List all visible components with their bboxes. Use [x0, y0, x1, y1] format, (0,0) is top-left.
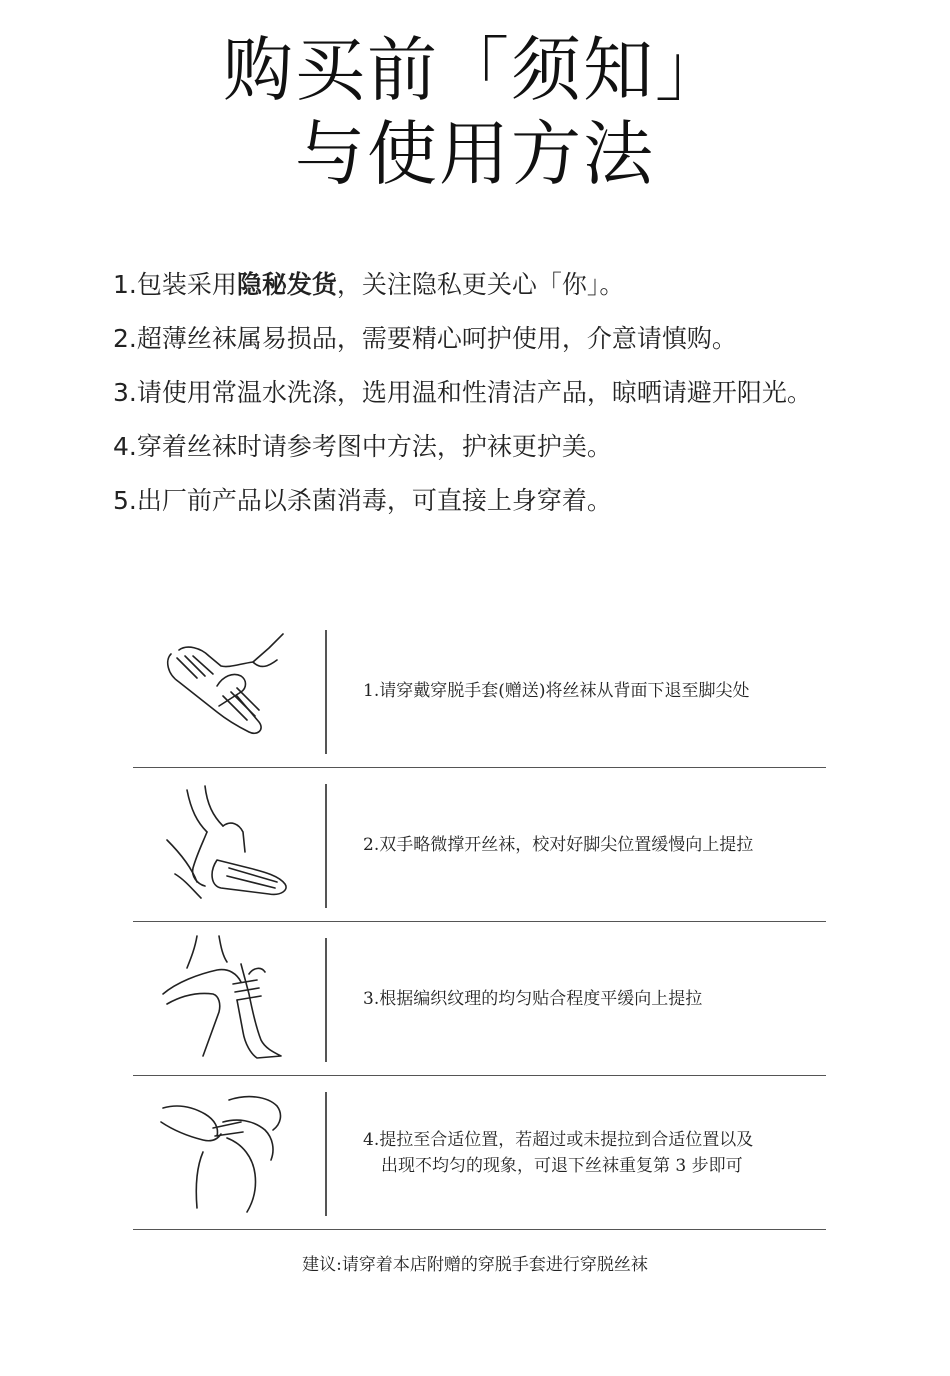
hands-fitting-toe-icon: [157, 780, 297, 908]
step-row: [133, 768, 826, 922]
step-text-line: 出现不均匀的现象，可退下丝袜重复第 3 步即可: [381, 1156, 743, 1176]
notice-item: 5.出厂前产品以杀菌消毒，可直接上身穿着。: [113, 486, 612, 515]
step-text-line: 3.根据编织纹理的均匀贴合程度平缓向上提拉: [363, 989, 703, 1009]
step-text-line: 2.双手略微撑开丝袜，校对好脚尖位置缓慢向上提拉: [363, 835, 754, 855]
notice-item: 4.穿着丝袜时请参考图中方法，护袜更护美。: [113, 432, 612, 461]
step-text: [363, 614, 816, 768]
page-title-line-1: 购买前「须知」: [223, 29, 727, 111]
step-text-line: 1.请穿戴穿脱手套(赠送)将丝袜从背面下退至脚尖处: [363, 681, 750, 701]
step-text: [363, 922, 816, 1076]
step-text-line: 4.提拉至合适位置，若超过或未提拉到合适位置以及: [363, 1130, 754, 1150]
step-row: [133, 614, 826, 768]
notice-item: 1.包装采用隐秘发货，关注隐私更关心「你」。: [113, 270, 625, 299]
step-row: [133, 1076, 826, 1230]
notice-list: [113, 258, 913, 528]
advice-text: 建议:请穿着本店附赠的穿脱手套进行穿脱丝袜: [302, 1255, 648, 1275]
divider-horizontal: [133, 1229, 826, 1231]
divider-vertical: [325, 784, 327, 908]
divider-vertical: [325, 938, 327, 1062]
divider-vertical: [325, 1092, 327, 1216]
notice-item: 2.超薄丝袜属易损品，需要精心呵护使用，介意请慎购。: [113, 324, 737, 353]
page-title-line-2: 与使用方法: [295, 113, 655, 195]
hands-rolling-stocking-icon: [157, 626, 297, 754]
step-row: [133, 922, 826, 1076]
notice-highlight: 隐秘发货: [236, 270, 337, 299]
divider-vertical: [325, 630, 327, 754]
step-text: [363, 1076, 816, 1230]
adjusting-knee-icon: [157, 1088, 297, 1216]
pulling-up-leg-icon: [157, 934, 297, 1062]
usage-steps: [133, 614, 826, 1230]
notice-item: 3.请使用常温水洗涤，选用温和性清洁产品，晾晒请避开阳光。: [113, 378, 812, 407]
step-text: [363, 768, 816, 922]
